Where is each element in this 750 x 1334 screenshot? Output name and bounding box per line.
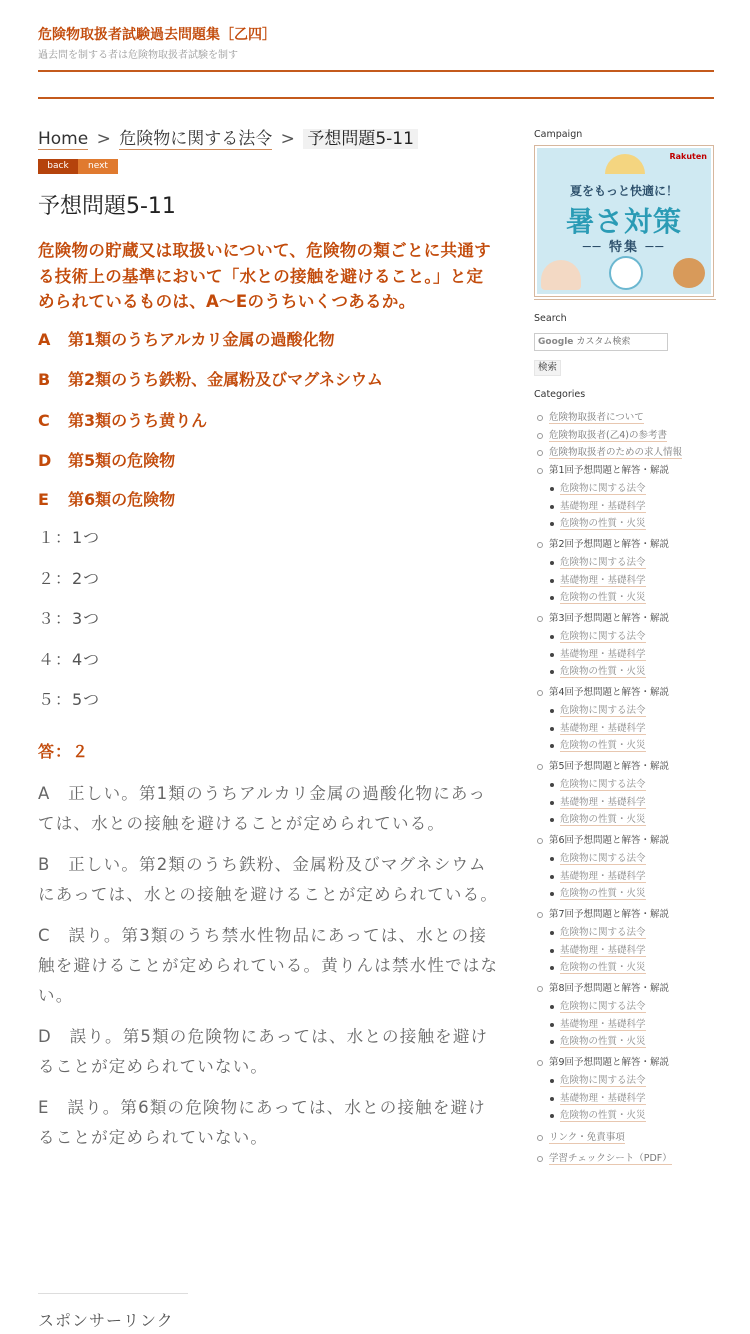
search-title: Search [534, 313, 567, 324]
google-brand-label: Google [538, 337, 574, 347]
sidebar [534, 128, 716, 1168]
sponsor-divider [38, 1293, 188, 1294]
subcategory-link-label[interactable]: 危険物に関する法令 [560, 705, 646, 716]
subcategory-link [549, 924, 716, 942]
page-title: 予想問題5-11 [38, 194, 176, 219]
subcategory-link [549, 498, 716, 516]
subcategory-link-label[interactable]: 基礎物理・基礎科学 [560, 870, 646, 882]
category-link [534, 444, 716, 462]
search-button[interactable]: 検索 [534, 360, 561, 376]
site-header [38, 24, 714, 64]
subcategory-link-label[interactable]: 基礎物理・基礎科学 [560, 1018, 646, 1030]
breadcrumb-separator: > [96, 129, 111, 149]
subcategory-link [549, 811, 716, 829]
banner-line-1: 夏をもっと快適に！ [569, 184, 678, 198]
choice-e: E 第6類の危険物 [38, 489, 176, 509]
banner-line-2: 暑さ対策 [565, 205, 682, 238]
subcategory-link-label[interactable]: 危険物に関する法令 [560, 557, 646, 568]
explanation-b: B 正しい。第2類のうち鉄粉、金属粉及びマグネシウムにあっては、水との接触を避けることが定められている。 [38, 854, 499, 904]
sponsor-label: スポンサーリンク [38, 1311, 174, 1330]
category-link-label[interactable]: 危険物取扱者(乙4)の参考書 [549, 429, 667, 441]
category-group [534, 1054, 716, 1125]
breadcrumb [38, 128, 500, 150]
subcategory-link [549, 646, 716, 664]
category-group [534, 684, 716, 755]
subcategory-link [549, 776, 716, 794]
category-group [534, 610, 716, 681]
subcategory-link-label[interactable]: 危険物の性質・火災 [560, 740, 646, 751]
subcategory-link [549, 885, 716, 903]
category-group [534, 536, 716, 607]
subcategory-link-label[interactable]: 危険物に関する法令 [560, 853, 646, 864]
answer-option-4: ４：4つ [38, 649, 101, 669]
campaign-title: Campaign [534, 129, 583, 140]
subcategory-link-label[interactable]: 危険物に関する法令 [560, 927, 646, 938]
category-group-label: 第7回予想問題と解答・解説 [549, 908, 670, 920]
choice-d: D 第5類の危険物 [38, 450, 176, 470]
subcategory-link-label[interactable]: 危険物の性質・火災 [560, 888, 646, 899]
subcategory-link-label[interactable]: 基礎物理・基礎科学 [560, 648, 646, 660]
answer-option-2: ２：2つ [38, 568, 101, 588]
category-group [534, 980, 716, 1051]
subcategory-link-label[interactable]: 危険物の性質・火災 [560, 1110, 646, 1121]
subcategory-link [549, 572, 716, 590]
category-link [534, 1129, 716, 1147]
answer-option-3: ３：3つ [38, 608, 101, 628]
subcategory-link [549, 720, 716, 738]
subcategory-link-label[interactable]: 危険物に関する法令 [560, 779, 646, 790]
category-group [534, 832, 716, 903]
category-group [534, 462, 716, 533]
subcategory-list [549, 480, 716, 533]
subcategory-link [549, 515, 716, 533]
choice-b: B 第2類のうち鉄粉、金属粉及びマグネシウム [38, 369, 383, 389]
subcategory-list [549, 850, 716, 903]
subcategory-list [549, 776, 716, 829]
header-divider-top [38, 70, 714, 72]
subcategory-list [549, 924, 716, 977]
search-widget [534, 312, 716, 376]
subcategory-link [549, 702, 716, 720]
subcategory-link [549, 663, 716, 681]
category-group [534, 906, 716, 977]
category-group-label: 第2回予想問題と解答・解説 [549, 538, 670, 550]
main-content [38, 128, 500, 1153]
breadcrumb-separator: > [280, 129, 295, 149]
subcategory-link-label[interactable]: 基礎物理・基礎科学 [560, 574, 646, 586]
site-description: 過去問を制する者は危険物取扱者試験を制す [38, 50, 238, 61]
category-group-label: 第1回予想問題と解答・解説 [549, 464, 670, 476]
subcategory-link [549, 480, 716, 498]
subcategory-list [549, 998, 716, 1051]
subcategory-link-label[interactable]: 基礎物理・基礎科学 [560, 1092, 646, 1104]
subcategory-link [549, 737, 716, 755]
subcategory-link-label[interactable]: 基礎物理・基礎科学 [560, 944, 646, 956]
explanation-d: D 誤り。第5類の危険物にあっては、水との接触を避けることが定められていない。 [38, 1026, 489, 1076]
subcategory-link-label[interactable]: 危険物の性質・火災 [560, 1036, 646, 1047]
subcategory-link-label[interactable]: 危険物に関する法令 [560, 1075, 646, 1086]
subcategory-link [549, 850, 716, 868]
subcategory-link [549, 589, 716, 607]
person-illustration-icon [541, 260, 581, 290]
subcategory-link-label[interactable]: 基礎物理・基礎科学 [560, 500, 646, 512]
subcategory-link [549, 1107, 716, 1125]
explanation-e: E 誤り。第6類の危険物にあっては、水との接触を避けることが定められていない。 [38, 1097, 486, 1147]
category-group-label: 第8回予想問題と解答・解説 [549, 982, 670, 994]
subcategory-link-label[interactable]: 基礎物理・基礎科学 [560, 722, 646, 734]
subcategory-link-label[interactable]: 危険物に関する法令 [560, 483, 646, 494]
pager [38, 159, 500, 174]
categories-title: Categories [534, 389, 586, 400]
breadcrumb-category-link[interactable]: 危険物に関する法令 [119, 129, 273, 149]
bear-illustration-icon [609, 256, 643, 290]
campaign-banner[interactable] [534, 145, 714, 297]
breadcrumb-home-link[interactable]: Home [38, 129, 89, 149]
banner-image[interactable] [537, 148, 711, 294]
subcategory-list [549, 1072, 716, 1125]
answer-label: 答：２ [38, 741, 90, 761]
subcategory-list [549, 554, 716, 607]
banner-line-3: ── 特集 ── [582, 240, 666, 255]
question-text: 危険物の貯蔵又は取扱いについて、危険物の類ごとに共通する技術上の基準において「水との接触を避けること。」と定められているものは、A～Eのうちいくつあるか。 [38, 241, 491, 311]
subcategory-link-label[interactable]: 危険物の性質・火災 [560, 518, 646, 529]
breadcrumb-current: 予想問題5-11 [303, 129, 418, 149]
header-divider-bottom [38, 97, 714, 99]
subcategory-link-label[interactable]: 危険物の性質・火災 [560, 962, 646, 973]
subcategory-link [549, 1072, 716, 1090]
category-link-label[interactable]: リンク・免責事項 [549, 1131, 625, 1143]
answer-option-1: １：1つ [38, 527, 101, 547]
subcategory-link-label[interactable]: 基礎物理・基礎科学 [560, 796, 646, 808]
category-link-label[interactable]: 危険物取扱者について [549, 412, 644, 423]
subcategory-link-label[interactable]: 危険物に関する法令 [560, 1001, 646, 1012]
category-link-label[interactable]: 学習チェックシート（PDF） [549, 1153, 672, 1164]
category-link [534, 1150, 716, 1168]
campaign-divider [534, 299, 716, 300]
search-input[interactable] [534, 333, 668, 351]
next-button[interactable]: next [78, 159, 118, 174]
choice-a: A 第1類のうちアルカリ金属の過酸化物 [38, 329, 335, 349]
category-group-label: 第6回予想問題と解答・解説 [549, 834, 670, 846]
explanation-a: A 正しい。第1類のうちアルカリ金属の過酸化物にあっては、水との接触を避けることが定められている。 [38, 783, 487, 833]
category-group-label: 第4回予想問題と解答・解説 [549, 686, 670, 698]
subcategory-link [549, 959, 716, 977]
rakuten-logo: Rakuten [669, 152, 707, 161]
subcategory-link [549, 1090, 716, 1108]
subcategory-list [549, 702, 716, 755]
subcategory-link [549, 998, 716, 1016]
category-group-label: 第3回予想問題と解答・解説 [549, 612, 670, 624]
category-group [534, 758, 716, 829]
subcategory-link [549, 554, 716, 572]
subcategory-link [549, 628, 716, 646]
category-group-label: 第5回予想問題と解答・解説 [549, 760, 670, 772]
category-list [534, 409, 716, 1168]
subcategory-link-label[interactable]: 危険物に関する法令 [560, 631, 646, 642]
subcategory-list [549, 628, 716, 681]
search-placeholder: カスタム検索 [576, 337, 631, 347]
category-link-label[interactable]: 危険物取扱者のための求人情報 [549, 447, 683, 458]
back-button[interactable]: back [38, 159, 78, 174]
site-title[interactable]: 危険物取扱者試験過去問題集［乙四］ [38, 27, 276, 43]
category-link [534, 427, 716, 445]
subcategory-link [549, 794, 716, 812]
subcategory-link [549, 868, 716, 886]
category-group-label: 第9回予想問題と解答・解説 [549, 1056, 670, 1068]
subcategory-link-label[interactable]: 危険物の性質・火災 [560, 814, 646, 825]
subcategory-link [549, 1033, 716, 1051]
subcategory-link-label[interactable]: 危険物の性質・火災 [560, 666, 646, 677]
subcategory-link-label[interactable]: 危険物の性質・火災 [560, 592, 646, 603]
dog-illustration-icon [673, 258, 705, 288]
subcategory-link [549, 1016, 716, 1034]
category-link [534, 409, 716, 427]
sun-icon [605, 154, 645, 174]
subcategory-link [549, 942, 716, 960]
choice-c: C 第3類のうち黄りん [38, 410, 208, 430]
explanation-c: C 誤り。第3類のうち禁水性物品にあっては、水との接触を避けることが定められている。黄りんは禁水性ではない。 [38, 925, 499, 1005]
categories-widget [534, 388, 716, 1168]
answer-option-5: ５：5つ [38, 689, 101, 709]
